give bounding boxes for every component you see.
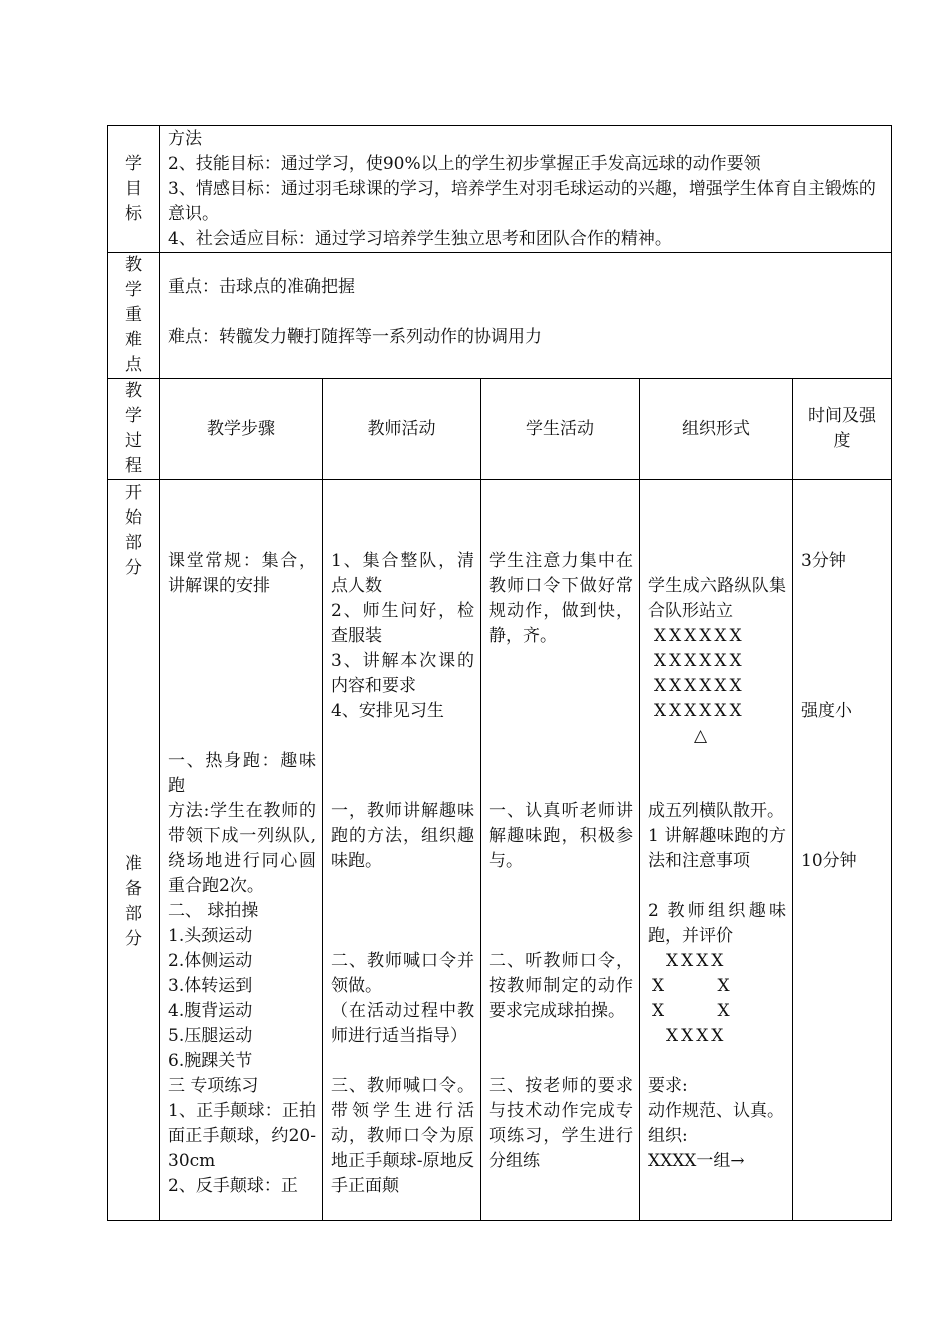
header-student: 学生活动: [526, 418, 594, 439]
process-label: 教学过程: [125, 381, 142, 476]
prep-step-2-item: 3.体转运到: [168, 976, 253, 996]
prep-teacher-2b: （在活动过程中教师进行适当指导）: [331, 1001, 474, 1046]
ring-formation-row: X X: [652, 1001, 733, 1021]
header-teacher: 教师活动: [367, 418, 436, 439]
goals-line-1: 方法: [168, 129, 202, 149]
header-organization: 组织形式: [682, 418, 750, 439]
teacher-position-icon: △: [694, 726, 708, 746]
prep-step-3-title: 三 专项练习: [168, 1076, 259, 1096]
prep-teacher-3: 三、教师喊口令。带领学生进行活动，教师口令为原地正手颠球-原地反手正面颠: [331, 1076, 474, 1196]
prep-step-1-title: 一、热身跑：趣味跑: [168, 751, 316, 796]
start-teacher-3: 3、讲解本次课的内容和要求: [331, 651, 474, 696]
prep-step-2-item: 6.腕踝关节: [168, 1051, 253, 1071]
prep-student-2: 二、听教师口令，按教师制定的动作要求完成球拍操。: [489, 951, 633, 1021]
key-points-label: 教学重难点: [125, 255, 142, 375]
ring-formation-row: XXXX: [666, 951, 727, 971]
prep-org-2: 1 讲解趣味跑的方法和注意事项: [648, 826, 786, 871]
start-time: 3分钟: [801, 551, 846, 571]
goals-line-2: 2、技能目标：通过学习，使90%以上的学生初步掌握正手发高远球的动作要领: [168, 154, 761, 174]
goals-line-4: 4、社会适应目标：通过学习培养学生独立思考和团队合作的精神。: [168, 229, 672, 249]
prep-step-3-item-1: 1、正手颠球：正拍面正手颠球，约20-30cm: [168, 1101, 316, 1171]
start-teacher-4: 4、安排见习生: [331, 701, 444, 721]
prep-step-2-item: 5.压腿运动: [168, 1026, 253, 1046]
start-org-intro: 学生成六路纵队集合队形站立: [648, 576, 786, 621]
lesson-plan-table: [107, 125, 892, 1221]
header-time: 时间及强度: [808, 406, 876, 451]
prep-org-requirement: 动作规范、认真。: [648, 1101, 784, 1121]
prep-label: 准备部分: [125, 854, 142, 949]
prep-time: 10分钟: [801, 851, 857, 871]
prep-org-3: 2 教师组织趣味跑，并评价: [648, 901, 786, 946]
prep-step-3-item-2: 2、反手颠球：正: [168, 1176, 298, 1196]
formation-row: XXXXXX: [654, 626, 745, 646]
goals-row: [108, 126, 892, 253]
start-label: 开始部分: [125, 483, 142, 578]
process-body-row: [108, 480, 892, 1221]
header-step: 教学步骤: [207, 418, 275, 439]
process-header-row: [108, 379, 892, 480]
start-teacher-2: 2、师生问好，检查服装: [331, 601, 474, 646]
prep-org-group-line: XXXX一组→: [648, 1151, 745, 1171]
start-teacher-1: 1、集合整队，清点人数: [331, 551, 474, 596]
ring-formation-row: XXXX: [666, 1026, 727, 1046]
prep-org-organization-title: 组织:: [648, 1126, 688, 1146]
prep-org-requirement-title: 要求:: [648, 1076, 688, 1096]
prep-step-2-item: 1.头颈运动: [168, 926, 253, 946]
goals-line-3: 3、情感目标：通过羽毛球课的学习，培养学生对羽毛球运动的兴趣，增强学生体育自主锻炼的意识。: [168, 179, 876, 224]
formation-row: XXXXXX: [654, 651, 745, 671]
prep-step-2-item: 4.腹背运动: [168, 1001, 253, 1021]
prep-org-1: 成五列横队散开。: [648, 801, 784, 821]
start-intensity: 强度小: [801, 701, 852, 721]
key-point-important: 重点：击球点的准确把握: [168, 277, 355, 297]
start-student: 学生注意力集中在教师口令下做好常规动作，做到快，静，齐。: [489, 551, 633, 646]
prep-teacher-2: 二、教师喊口令并领做。: [331, 951, 474, 996]
goals-label: 学目标: [125, 153, 142, 224]
prep-teacher-1: 一，教师讲解趣味跑的方法，组织趣味跑。: [331, 801, 474, 871]
formation-row: XXXXXX: [654, 676, 745, 696]
key-points-row: [108, 253, 892, 379]
key-point-difficult: 难点：转髋发力鞭打随挥等一系列动作的协调用力: [168, 327, 542, 347]
formation-row: XXXXXX: [654, 701, 745, 721]
prep-step-2-item: 2.体侧运动: [168, 951, 253, 971]
prep-student-3: 三、按老师的要求与技术动作完成专项练习，学生进行分组练: [489, 1076, 633, 1171]
prep-step-1-method: 方法:学生在教师的带领下成一列纵队,绕场地进行同心圆重合跑2次。: [168, 801, 316, 896]
prep-student-1: 一、认真听老师讲解趣味跑，积极参与。: [489, 801, 633, 871]
prep-step-2-title: 二、 球拍操: [168, 901, 259, 921]
start-step: 课堂常规：集合，讲解课的安排: [168, 551, 316, 596]
ring-formation-row: X X: [652, 976, 733, 996]
